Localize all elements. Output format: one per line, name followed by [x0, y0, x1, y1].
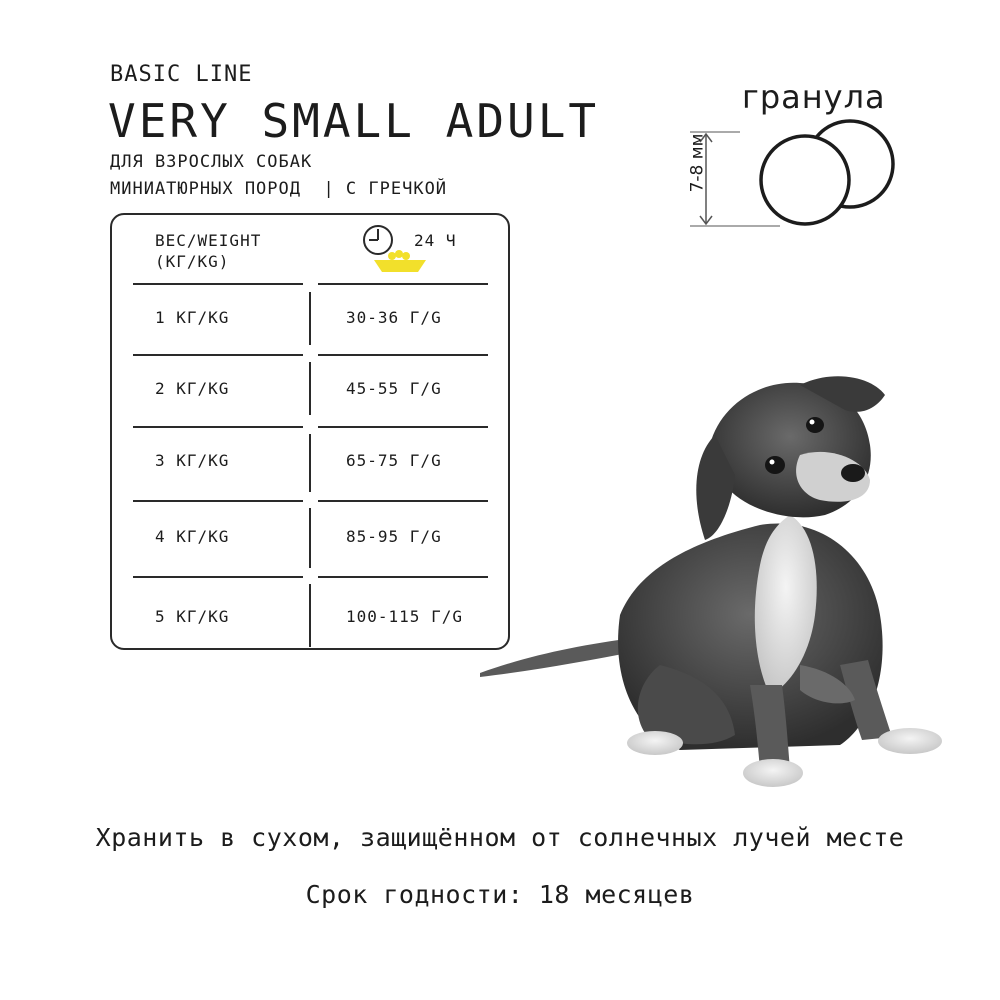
row-divider [133, 576, 303, 578]
column-divider [309, 434, 311, 492]
product-line: BASIC LINE [110, 62, 253, 87]
weight-cell: 2 КГ/KG [155, 379, 230, 398]
weight-header-line1: ВЕС/WEIGHT [155, 231, 262, 250]
weight-cell: 5 КГ/KG [155, 607, 230, 626]
weight-cell: 4 КГ/KG [155, 527, 230, 546]
period-header: 24 Ч [414, 231, 457, 250]
shelf-life: Срок годности: 18 месяцев [305, 880, 695, 909]
puppy-illustration [470, 365, 960, 795]
product-description-line2: МИНИАТЮРНЫХ ПОРОД | С ГРЕЧКОЙ [110, 179, 448, 199]
amount-cell: 45-55 Г/G [346, 379, 442, 398]
row-divider [318, 426, 488, 428]
granule-diagram [680, 110, 920, 240]
amount-cell: 65-75 Г/G [346, 451, 442, 470]
storage-instructions: Хранить в сухом, защищённом от солнечных лучей месте [95, 823, 905, 852]
row-divider [133, 500, 303, 502]
weight-cell: 3 КГ/KG [155, 451, 230, 470]
column-divider [309, 362, 311, 415]
column-divider [309, 508, 311, 568]
amount-cell: 100-115 Г/G [346, 607, 463, 626]
granule-size: 7-8 мм [687, 133, 708, 193]
weight-header-line2: (КГ/KG) [155, 252, 230, 271]
amount-cell: 85-95 Г/G [346, 527, 442, 546]
row-divider [318, 283, 488, 285]
column-divider [309, 292, 311, 345]
column-divider [309, 584, 311, 647]
weight-cell: 1 КГ/KG [155, 308, 230, 327]
granule-label: гранула [742, 78, 886, 116]
product-description-line1: ДЛЯ ВЗРОСЛЫХ СОБАК [110, 152, 313, 172]
row-divider [318, 354, 488, 356]
row-divider [133, 426, 303, 428]
product-title: VERY SMALL ADULT [108, 94, 600, 148]
row-divider [318, 500, 488, 502]
amount-cell: 30-36 Г/G [346, 308, 442, 327]
row-divider [133, 283, 303, 285]
weight-column-header [155, 230, 261, 272]
row-divider [133, 354, 303, 356]
row-divider [318, 576, 488, 578]
